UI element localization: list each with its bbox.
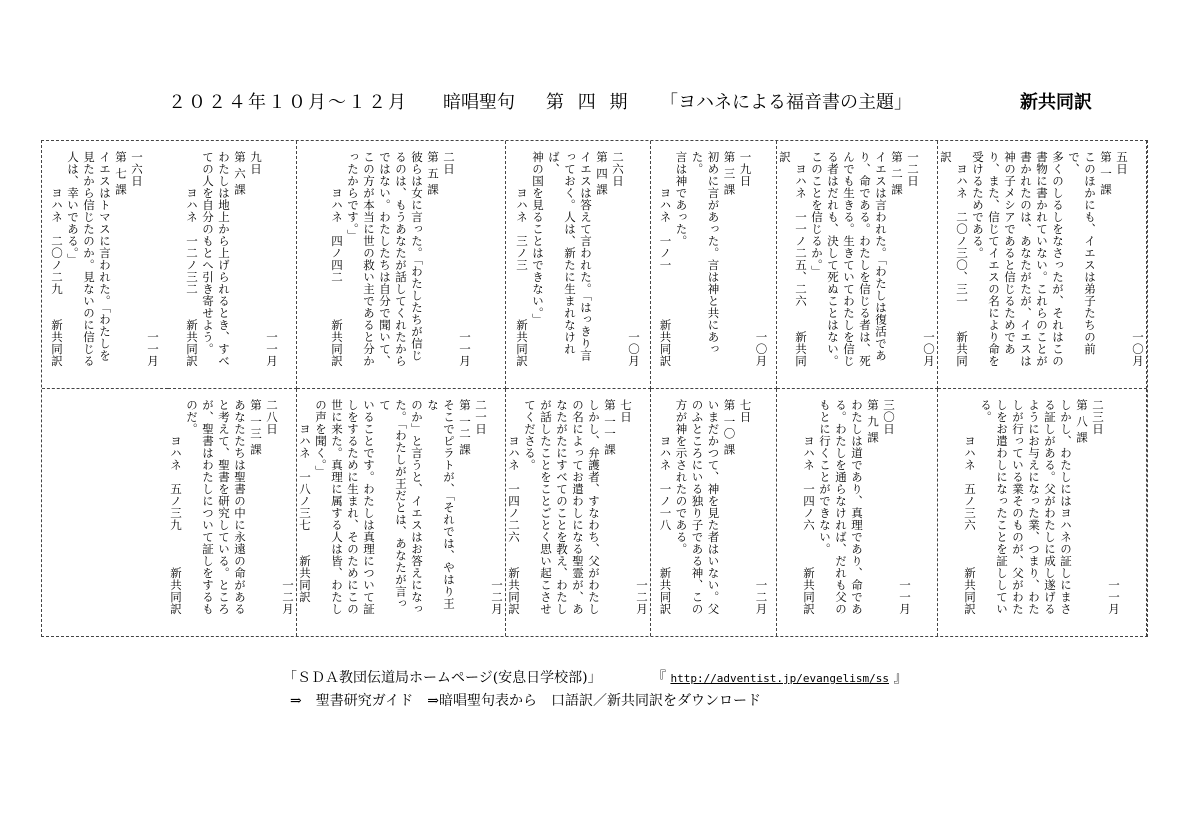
empty-card	[42, 389, 168, 637]
page-header	[0, 88, 1181, 118]
verse-card-7	[42, 141, 168, 389]
verse-card-10	[651, 389, 777, 637]
verse-text: 一一月一六日 第 七 課 イエスはトマスに言われた。「わたしを 見たから信じたのか。見ないのに信じる 人は、幸いである。」 ヨハネ 二〇ノ二九 新共同訳	[50, 151, 160, 367]
verse-card-12	[297, 389, 506, 637]
verse-text: 一二月七日 第 一〇 課 いまだかつて、神を見た者はいない。父 のふところにいる独り子である神、この 方が神を示されたのである。 ヨハネ 一ノ一八 新共同訳	[658, 398, 769, 615]
verse-card-11	[506, 389, 651, 637]
verse-text: 一二月七日 第 一一 課 しかし、弁護者、すなわち、父がわたし の名によってお遣わしになる聖霊が、あ なたがたにすべてのことを教え、わたし が話したことをことごとく思い起こさせ てくださる。 ヨハネ 一四ノ二六 新共同訳	[507, 398, 649, 615]
verse-card-1	[938, 141, 1147, 389]
org-name: 「ＳＤＡ教団伝道局ホームページ(安息日学校部)」	[283, 670, 602, 686]
verse-text: 一〇月五日 第 一 課 このほかにも、イエスは弟子たちの前で、 多くのしるしをなさったが、それはこの 書物に書かれていない。これらのことが 書かれたのは、あなたがたが、イエスは 神の子メシアであると信じるためであ り、また、信じてイエスの名により命を 受けるためである。 ヨハネ 二〇ノ三〇、三一 新共同訳	[939, 151, 1145, 367]
verse-text: 一二月二八日 第 一三 課 あなたたちは聖書の中に永遠の命がある と考えて、聖書を研究している。ところ が、聖書はわたしについて証しをするも のだ。 ヨハネ 五ノ三九 新共同訳	[169, 398, 295, 615]
verse-text: 一〇月一九日 第 三 課 初めに言があった。言は神と共にあった。 言は神であった。 ヨハネ 一ノ一 新共同訳	[658, 151, 769, 367]
verse-card-5	[297, 141, 506, 389]
download-instructions: ⇒ 聖書研究ガイド ⇒暗唱聖句表から 口語訳／新共同訳をダウンロード	[290, 693, 762, 709]
verse-card-8	[938, 389, 1147, 637]
verse-text: 一一月三〇日 第 九 課 わたしは道であり、真理であり、命であ る。わたしを通らなければ、だれも父の もとに行くことができない。 ヨハネ 一四ノ六 新共同訳	[802, 398, 912, 615]
verse-text: 一〇月一二日 第 二 課 イエスは言われた。「わたしは復活であ り、命である。わたしを信じる者は、死 んでも生きる。生きていてわたしを信じ る者はだれも、決して死ぬことはない。 このことを信じるか。」 ヨハネ 一一ノ二五、二六 新共同訳	[778, 151, 936, 367]
url-group: 『 http://adventist.jp/evangelism/ss 』	[652, 670, 908, 686]
verse-card-3	[651, 141, 777, 389]
verse-card-2	[777, 141, 938, 389]
verse-card-4	[506, 141, 651, 389]
version-label: 新共同訳	[1020, 92, 1092, 113]
verse-text: 一二月二一日 第 一二 課 そこでピラトが、「それでは、やはり王な のか」と言うと、イエスはお答えになっ た。「わたしが王だとは、あなたが言って いることです。わたしは真理について証 しをするために生まれ、そのためにこの 世に来た。真理に属する人は皆、わたし の声を聞く。」 ヨハネ 一八ノ三七 新共同訳	[298, 398, 504, 615]
verse-text: 一〇月二六日 第 四 課 イエスは答えて言われた。「はっきり言 っておく。人は、新たに生まれなければ、 神の国を見ることはできない。」 ヨハネ 三ノ三 新共同訳	[515, 151, 641, 367]
verse-text: 一一月二三日 第 八 課 しかし、わたしにはヨハネの証しにまさ る証しがある。父がわたしに成し遂げる ようにお与えになった業、つまり、わた しが行っている業そのものが、父がわた しをお遣わしになったことを証ししてい る。 ヨハネ 五ノ三六 新共同訳	[963, 398, 1121, 615]
verse-text: 一一月九日 第 六 課 わたしは地上から上げられるとき、すべ ての人を自分のもとへ引き寄せよう。 ヨハネ 一二ノ三二 新共同訳	[185, 151, 279, 367]
homepage-link[interactable]: http://adventist.jp/evangelism/ss	[670, 672, 889, 685]
verse-card-grid	[41, 140, 1148, 637]
theme-title: 「ヨハネによる福音書の主題」	[660, 92, 912, 113]
verse-text: 一一月二日 第 五 課 彼らは女に言った。「わたしたちが信じ るのは、もうあなたが話してくれたから ではない。わたしたちは自分で聞いて、 この方が本当に世の救い主であると分か ったからです。」 ヨハネ 四ノ四二 新共同訳	[330, 151, 472, 367]
verse-card-6	[168, 141, 297, 389]
quarter-title: 第 四 期	[546, 92, 632, 113]
kind-title: 暗唱聖句	[443, 92, 515, 113]
verse-card-13	[168, 389, 297, 637]
period-title: ２０２４年１０月～１２月	[168, 92, 408, 113]
verse-card-9	[777, 389, 938, 637]
